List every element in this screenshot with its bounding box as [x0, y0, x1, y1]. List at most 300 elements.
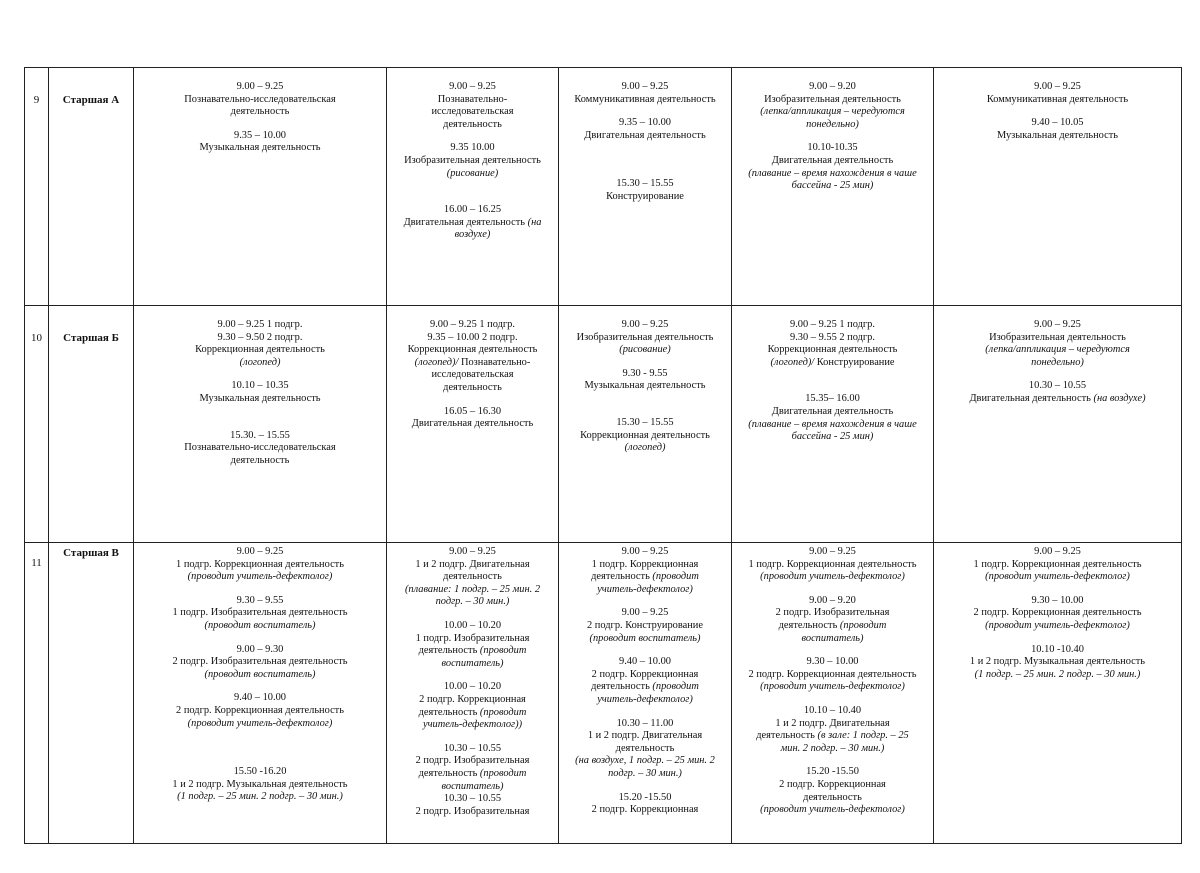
activity-line [738, 792, 927, 805]
activity-text: Коррекционная деятельность [580, 429, 710, 441]
activity-text: 10.30 – 10.55 [443, 793, 502, 805]
activity-line [940, 94, 1175, 107]
activity-line [565, 94, 725, 107]
activity-text: 9.30 – 9.55 [236, 594, 284, 606]
activity-text: воспитатель) [441, 780, 504, 792]
activity-text: 2 подгр. Изобразительная [415, 755, 530, 767]
activity-time [940, 380, 1175, 393]
schedule-cell-tuesday [387, 543, 559, 844]
activity-text: Познавательно- [437, 93, 508, 105]
activity-note: (проводит [649, 571, 699, 583]
activity-block [565, 178, 725, 203]
activity-time [140, 644, 380, 657]
activity-text: 9.30 – 10.00 [1031, 594, 1084, 606]
activity-text: 10.00 – 10.20 [443, 681, 502, 693]
activity-text: (проводит учитель-дефектолог) [760, 681, 905, 693]
activity-text: Двигательная деятельность [771, 154, 894, 166]
activity-time [565, 546, 725, 559]
activity-text: деятельность [418, 706, 478, 718]
table-row [25, 306, 1182, 543]
schedule-cell-wednesday [559, 306, 732, 543]
activity-text: 9.30 – 9.55 2 подгр. [790, 331, 875, 343]
activity-line [565, 380, 725, 393]
activity-block [738, 705, 927, 755]
activity-text: (1 подгр. – 25 мин. 2 подгр. – 30 мин.) [177, 791, 343, 803]
activity-block [393, 793, 552, 818]
activity-text: Конструирование [606, 190, 684, 202]
activity-line [140, 571, 380, 584]
activity-line [565, 768, 725, 781]
schedule-cell-wednesday [559, 543, 732, 844]
activity-line [940, 130, 1175, 143]
activity-text: деятельность [418, 767, 478, 779]
schedule-cell-monday [134, 543, 387, 844]
activity-time [738, 595, 927, 608]
activity-block [738, 546, 927, 584]
activity-line [140, 142, 380, 155]
activity-text: воздухе) [454, 229, 491, 241]
schedule-cell-monday [134, 68, 387, 306]
activity-text: Изобразительная деятельность [404, 154, 541, 166]
activity-time [940, 117, 1175, 130]
activity-line [940, 607, 1175, 620]
activity-text: (проводит воспитатель) [589, 632, 701, 644]
activity-line [565, 571, 725, 584]
activity-text: деятельность [591, 571, 650, 583]
activity-line [140, 344, 380, 357]
activity-text: 9.00 – 9.25 [1034, 319, 1081, 330]
activity-text: (проводит учитель-дефектолог) [187, 571, 333, 583]
activity-text: (1 подгр. – 25 мин. 2 подгр. – 30 мин.) [974, 668, 1141, 680]
activity-text: 1 подгр. Коррекционная [591, 558, 699, 570]
activity-text: 9.30 - 9.55 [622, 367, 668, 379]
activity-line [738, 94, 927, 107]
activity-block [940, 644, 1175, 682]
schedule-cell-wednesday [559, 68, 732, 306]
activity-text: 2 подгр. Коррекционная [591, 804, 699, 816]
activity-text: 15.20 -15.50 [618, 791, 672, 803]
activity-block [140, 81, 380, 119]
activity-time [738, 705, 927, 718]
activity-line [393, 694, 552, 707]
activity-text: 9.35 – 10.00 2 подгр. [427, 331, 518, 343]
activity-text: 9.00 – 9.25 [809, 546, 856, 557]
activity-text: (проводит учитель-дефектолог) [760, 571, 905, 583]
activity-line [940, 571, 1175, 584]
schedule-cell-friday [934, 68, 1182, 306]
activity-text: подгр. – 30 мин.) [608, 767, 682, 779]
group-name: Старшая А [49, 68, 134, 306]
table-row [25, 68, 1182, 306]
activity-line [393, 768, 552, 781]
activity-line [738, 406, 927, 419]
activity-block [565, 656, 725, 706]
activity-block [565, 546, 725, 596]
activity-text: (логопед) [239, 356, 281, 368]
activity-block [738, 766, 927, 816]
activity-line [140, 669, 380, 682]
activity-time [565, 607, 725, 620]
activity-line [565, 344, 725, 357]
activity-time [565, 417, 725, 430]
activity-time [140, 81, 380, 94]
activity-text: деятельность [230, 106, 290, 118]
activity-text: Двигательная деятельность [969, 392, 1091, 404]
activity-time [393, 406, 552, 419]
activity-line [140, 791, 380, 804]
row-number: 11 [25, 543, 49, 844]
activity-line [565, 730, 725, 743]
activity-time [565, 319, 725, 332]
activity-block [940, 319, 1175, 369]
schedule-cell-friday [934, 306, 1182, 543]
activity-line [940, 656, 1175, 669]
activity-text: 9.00 – 9.25 [1034, 546, 1081, 557]
activity-text: Двигательная деятельность [584, 129, 706, 141]
activity-time [565, 656, 725, 669]
activity-text: 15.30 – 15.55 [616, 416, 674, 428]
activity-block [940, 81, 1175, 106]
activity-text: 2 подгр. Коррекционная [591, 668, 699, 680]
schedule-cell-thursday [732, 306, 934, 543]
activity-line [940, 357, 1175, 370]
activity-line [565, 743, 725, 756]
activity-text: (логопед)/ [414, 356, 459, 368]
activity-time [565, 718, 725, 731]
activity-line [565, 584, 725, 597]
activity-text: деятельность [443, 571, 502, 583]
activity-text: деятельность [591, 681, 650, 693]
activity-line [940, 332, 1175, 345]
activity-line [738, 779, 927, 792]
activity-line [393, 382, 552, 395]
activity-line [393, 217, 552, 230]
activity-text: исследовательская [431, 369, 514, 381]
activity-note: (проводит [477, 767, 527, 779]
activity-block [393, 546, 552, 609]
activity-text: 9.00 – 9.25 [449, 81, 496, 92]
activity-block [940, 546, 1175, 584]
activity-time [140, 430, 380, 443]
activity-note: (проводит [649, 681, 699, 693]
activity-line [140, 106, 380, 119]
activity-text: воспитатель) [801, 632, 864, 644]
activity-line [738, 155, 927, 168]
activity-line [140, 357, 380, 370]
activity-text: 9.00 – 9.25 1 подгр. [217, 319, 303, 330]
activity-block [565, 117, 725, 142]
activity-block [565, 718, 725, 781]
activity-text: 10.10 – 10.35 [231, 380, 289, 392]
activity-time [738, 319, 927, 332]
row-number: 10 [25, 306, 49, 543]
activity-text: Двигательная деятельность [403, 216, 526, 228]
row-number: 9 [25, 68, 49, 306]
activity-block [940, 595, 1175, 633]
activity-text: 2 подгр. Коррекционная [419, 693, 526, 705]
activity-line [565, 755, 725, 768]
activity-line [393, 357, 552, 370]
activity-time [393, 142, 552, 155]
activity-text: 15.30 – 15.55 [616, 178, 674, 190]
activity-block [140, 380, 380, 405]
activity-block [738, 595, 927, 645]
activity-time [140, 319, 380, 332]
activity-text: Изобразительная деятельность [989, 331, 1126, 343]
activity-text: (проводит учитель-дефектолог) [187, 717, 333, 729]
activity-line [565, 332, 725, 345]
activity-line [738, 106, 927, 119]
activity-text: 1 и 2 подгр. Двигательная [775, 717, 890, 729]
activity-time [738, 656, 927, 669]
activity-line [393, 155, 552, 168]
activity-time [140, 546, 380, 559]
activity-line [140, 620, 380, 633]
activity-text: 15.20 -15.50 [806, 766, 859, 778]
activity-line [738, 419, 927, 432]
activity-line [140, 393, 380, 406]
activity-time [393, 681, 552, 694]
activity-block [140, 319, 380, 369]
activity-block [393, 204, 552, 242]
activity-text: 10.10 -10.40 [1031, 643, 1084, 655]
activity-text: 9.00 – 9.25 [621, 546, 669, 557]
activity-text: 9.00 – 9.25 1 подгр. [790, 319, 875, 330]
activity-line [565, 191, 725, 204]
activity-text: (на воздухе, 1 подгр. – 25 мин. 2 [575, 755, 715, 767]
activity-text: 9.00 – 9.25 [449, 546, 496, 557]
activity-text: (плавание – время нахождения в чаше [748, 418, 917, 430]
activity-line [738, 730, 927, 743]
activity-note: (в зале: 1 подгр. – 25 [814, 730, 909, 742]
activity-text: (лепка/аппликация – чередуются [985, 344, 1130, 356]
activity-line [940, 559, 1175, 572]
activity-text: Музыкальная деятельность [997, 129, 1118, 141]
activity-block [140, 130, 380, 155]
activity-line [565, 694, 725, 707]
activity-line [140, 705, 380, 718]
activity-line [738, 344, 927, 357]
activity-text: (плавание: 1 подгр. – 25 мин. 2 [404, 583, 541, 595]
activity-block [393, 142, 552, 180]
activity-text: Познавательно- [458, 356, 531, 368]
activity-line [738, 633, 927, 646]
activity-line [140, 718, 380, 731]
activity-text: деятельность [230, 454, 290, 466]
schedule-cell-monday [134, 306, 387, 543]
activity-block [393, 681, 552, 731]
activity-text: 15.30. – 15.55 [230, 429, 290, 441]
activity-text: понедельно) [1031, 356, 1084, 368]
activity-block [140, 595, 380, 633]
activity-text: 9.00 – 9.20 [809, 81, 856, 92]
activity-text: 2 подгр. Коррекционная [779, 778, 886, 790]
activity-line [393, 369, 552, 382]
activity-text: 16.05 – 16.30 [443, 405, 502, 417]
activity-text: деятельность [756, 730, 815, 742]
activity-text: Коммуникативная деятельность [986, 93, 1129, 105]
activity-line [393, 806, 552, 819]
activity-text: (плавание – время нахождения в чаше [748, 167, 917, 179]
activity-block [565, 417, 725, 455]
activity-line [738, 119, 927, 132]
schedule-cell-tuesday [387, 68, 559, 306]
activity-text: 9.00 – 9.25 [1034, 81, 1081, 92]
activity-text: 9.35 10.00 [450, 142, 495, 154]
activity-text: Коррекционная деятельность [767, 344, 898, 356]
activity-text: понедельно) [806, 118, 859, 130]
activity-line [393, 645, 552, 658]
schedule-table [24, 67, 1182, 844]
activity-text: бассейна - 25 мин) [791, 180, 874, 192]
activity-block [738, 81, 927, 131]
activity-note: (проводит [837, 619, 887, 631]
activity-text: 9.00 – 9.25 [621, 81, 669, 92]
activity-block [738, 656, 927, 694]
activity-line [393, 168, 552, 181]
activity-text: 9.00 – 9.25 [236, 546, 284, 557]
activity-line [738, 332, 927, 345]
activity-line [140, 94, 380, 107]
activity-text: деятельность [418, 645, 478, 657]
activity-time [738, 142, 927, 155]
activity-block [140, 546, 380, 584]
activity-block [140, 766, 380, 804]
activity-text: исследовательская [431, 106, 514, 118]
activity-line [393, 719, 552, 732]
schedule-cell-tuesday [387, 306, 559, 543]
activity-line [140, 442, 380, 455]
activity-block [393, 406, 552, 431]
activity-text: Коррекционная деятельность [195, 344, 325, 356]
activity-block [565, 607, 725, 645]
activity-text: 9.35 – 10.00 [234, 129, 286, 141]
activity-text: 9.00 – 9.25 1 подгр. [430, 319, 515, 330]
activity-line [940, 620, 1175, 633]
activity-text: (лепка/аппликация – чередуются [760, 106, 905, 118]
activity-text: 2 подгр. Коррекционная деятельность [176, 704, 344, 716]
activity-time [393, 743, 552, 756]
activity-text: бассейна - 25 мин) [791, 431, 874, 443]
activity-text: (проводит учитель-дефектолог) [985, 619, 1130, 631]
activity-text: 10.30 – 11.00 [616, 717, 674, 729]
activity-line [565, 804, 725, 817]
activity-time [140, 766, 380, 779]
activity-block [140, 644, 380, 682]
activity-text: деятельность [778, 619, 838, 631]
activity-text: 9.00 – 9.25 [621, 607, 669, 619]
activity-block [940, 380, 1175, 405]
activity-line [940, 669, 1175, 682]
activity-text: 1 и 2 подгр. Музыкальная деятельность [172, 778, 348, 790]
activity-text: 1 подгр. Коррекционная деятельность [748, 558, 917, 570]
activity-time [738, 766, 927, 779]
activity-text: (рисование) [446, 167, 499, 179]
activity-line [940, 393, 1175, 406]
activity-block [565, 792, 725, 817]
activity-text: 9.40 – 10.05 [1031, 117, 1084, 129]
activity-note: (на [525, 216, 542, 228]
activity-text: 16.00 – 16.25 [443, 204, 502, 216]
activity-text: 1 подгр. Коррекционная деятельность [176, 558, 344, 570]
schedule-cell-friday [934, 543, 1182, 844]
activity-text: Конструирование [814, 356, 895, 368]
activity-line [738, 620, 927, 633]
activity-line [565, 669, 725, 682]
activity-text: 10.00 – 10.20 [443, 619, 502, 631]
activity-line [565, 559, 725, 572]
activity-text: деятельность [803, 791, 862, 803]
activity-line [565, 633, 725, 646]
activity-line [565, 620, 725, 633]
activity-text: 15.35– 16.00 [805, 393, 860, 405]
activity-line [393, 119, 552, 132]
activity-line [565, 442, 725, 455]
activity-text: 9.30 – 10.00 [806, 656, 859, 668]
activity-text: Двигательная деятельность [411, 418, 534, 430]
activity-text: Коррекционная деятельность [407, 344, 538, 356]
schedule-cell-thursday [732, 68, 934, 306]
activity-text: Изобразительная деятельность [576, 331, 714, 343]
activity-text: 9.00 – 9.30 [236, 643, 284, 655]
activity-text: Двигательная деятельность [771, 405, 894, 417]
activity-time [393, 204, 552, 217]
activity-time [393, 319, 552, 332]
activity-time [565, 81, 725, 94]
activity-block [565, 368, 725, 393]
activity-note: (проводит [477, 706, 527, 718]
activity-line [393, 418, 552, 431]
activity-line [393, 755, 552, 768]
activity-line [140, 779, 380, 792]
activity-line [393, 584, 552, 597]
activity-block [738, 319, 927, 369]
activity-time [940, 595, 1175, 608]
activity-line [565, 681, 725, 694]
activity-line [393, 229, 552, 242]
activity-time [738, 546, 927, 559]
activity-text: 2 подгр. Коррекционная деятельность [748, 668, 917, 680]
schedule-body [25, 68, 1182, 844]
activity-text: Коммуникативная деятельность [574, 93, 716, 105]
activity-text: учитель-дефектолог) [597, 693, 693, 705]
activity-text: Познавательно-исследовательская [184, 93, 336, 105]
activity-text: мин. 2 подгр. – 30 мин.) [780, 742, 885, 754]
activity-text: (логопед) [624, 442, 666, 454]
activity-line [393, 781, 552, 794]
activity-line [738, 559, 927, 572]
activity-text: 1 и 2 подгр. Двигательная [415, 558, 530, 570]
activity-time [565, 178, 725, 191]
activity-line [393, 707, 552, 720]
activity-line [393, 106, 552, 119]
activity-line [140, 455, 380, 468]
activity-text: 2 подгр. Конструирование [587, 619, 703, 631]
activity-text: 1 подгр. Изобразительная [415, 632, 530, 644]
activity-line [738, 669, 927, 682]
activity-time [393, 546, 552, 559]
activity-line [140, 607, 380, 620]
activity-time [565, 117, 725, 130]
activity-line [738, 357, 927, 370]
activity-time [140, 595, 380, 608]
activity-text: Музыкальная деятельность [584, 380, 706, 392]
activity-text: 2 подгр. Изобразительная [415, 805, 530, 817]
activity-block [738, 142, 927, 192]
activity-text: подгр. – 30 мин.) [435, 596, 510, 608]
activity-line [393, 633, 552, 646]
activity-text: (рисование) [619, 344, 671, 356]
